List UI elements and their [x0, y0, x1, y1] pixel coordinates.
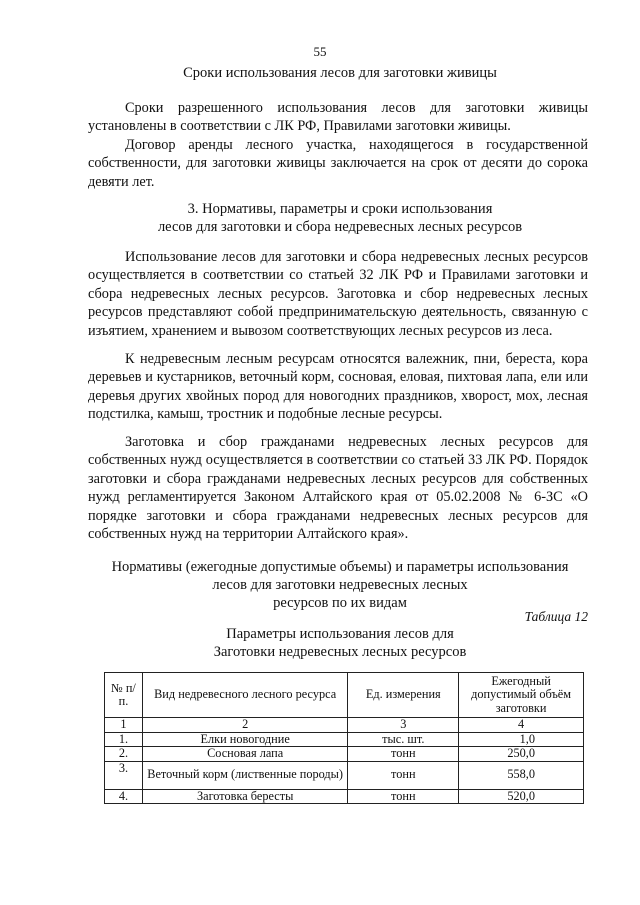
page-number: 55 [313, 44, 327, 59]
header-number: № п/п. [105, 673, 143, 718]
row-number: 1. [105, 732, 143, 747]
row-resource: Елки новогодние [142, 732, 347, 747]
table-caption: Таблица 12 [524, 609, 588, 624]
norms-title-line1: Нормативы (ежегодные допустимые объемы) и параметры использования [111, 559, 569, 575]
paragraph-resin-terms: Сроки разрешенного использования лесов для заготовки живицы установлены в соответствии с ЛК РФ, Правилами заготовки живицы. [88, 100, 588, 135]
paragraph-resin-lease: Договор аренды лесного участка, находящегося в государственной собственности, для заготовки живицы заключается на срок от десяти до сорока девяти лет. [88, 137, 588, 190]
row-resource: Заготовка бересты [142, 789, 347, 804]
table-row [105, 789, 584, 804]
index-cell: 3 [348, 718, 459, 733]
header-resource-type: Вид недревесного лесного ресурса [142, 673, 347, 718]
index-cell: 1 [105, 718, 143, 733]
table-row [105, 761, 584, 789]
row-unit: тонн [348, 789, 459, 804]
row-unit: тыс. шт. [348, 732, 459, 747]
row-volume: 1,0 [459, 732, 584, 747]
table-row [105, 732, 584, 747]
norms-title-line3: ресурсов по их видам [273, 595, 407, 611]
paragraph-nonwood-usage: Использование лесов для заготовки и сбора недревесных лесных ресурсов осуществляется в соответствии со статьей 32 ЛК РФ и Правилами заготовки и сбора недревесных лесных ресурсов. Заготовка и сбор недревесных лесных ресурсов представляют собой предпринимательскую деятельность, связанную с изъятием, хранением и вывозом соответствующих лесных ресурсов из леса. [88, 249, 588, 339]
row-volume: 250,0 [459, 747, 584, 762]
table-row [105, 747, 584, 762]
index-cell: 2 [142, 718, 347, 733]
row-number: 4. [105, 789, 143, 804]
table-index-row [105, 718, 584, 733]
section-title-line1: 3. Нормативы, параметры и сроки использования [187, 201, 493, 217]
norms-title-line2: лесов для заготовки недревесных лесных [212, 577, 468, 593]
row-resource: Веточный корм (лиственные породы) [142, 761, 347, 789]
paragraph-nonwood-list: К недревесным лесным ресурсам относятся валежник, пни, береста, кора деревьев и кустарников, веточный корм, сосновая, еловая, пихтовая лапа, ели или деревья других хвойных пород для новогодних праздников, хворост, мох, лесная подстилка, камыш, тростник и подобные лесные ресурсы. [88, 351, 588, 423]
header-unit: Ед. измерения [348, 673, 459, 718]
row-resource: Сосновая лапа [142, 747, 347, 762]
row-number: 2. [105, 747, 143, 762]
index-cell: 4 [459, 718, 584, 733]
paragraph-citizens: Заготовка и сбор гражданами недревесных лесных ресурсов для собственных нужд осуществляется в соответствии со статьей 33 ЛК РФ. Порядок заготовки и сбора гражданами недревесных лесных ресурсов для собственных нужд регламентируется Законом Алтайского края от 05.02.2008 № 6-ЗС «О порядке заготовки и сбора гражданами недревесных лесных ресурсов для собственных нужд на территории Алтайского края». [88, 434, 588, 543]
section-title-line2: лесов для заготовки и сбора недревесных лесных ресурсов [157, 219, 523, 235]
header-annual-volume: Ежегодный допустимый объём заготовки [459, 673, 584, 718]
section-title-resin: Сроки использования лесов для заготовки живицы [183, 65, 497, 81]
table-title-line2: Заготовки недревесных лесных ресурсов [213, 644, 467, 660]
parameters-table [104, 672, 584, 804]
table-title-line1: Параметры использования лесов для [226, 626, 454, 642]
table-header-row [105, 673, 584, 718]
row-unit: тонн [348, 747, 459, 762]
row-volume: 558,0 [459, 761, 584, 789]
row-number: 3. [105, 761, 143, 789]
row-unit: тонн [348, 761, 459, 789]
row-volume: 520,0 [459, 789, 584, 804]
